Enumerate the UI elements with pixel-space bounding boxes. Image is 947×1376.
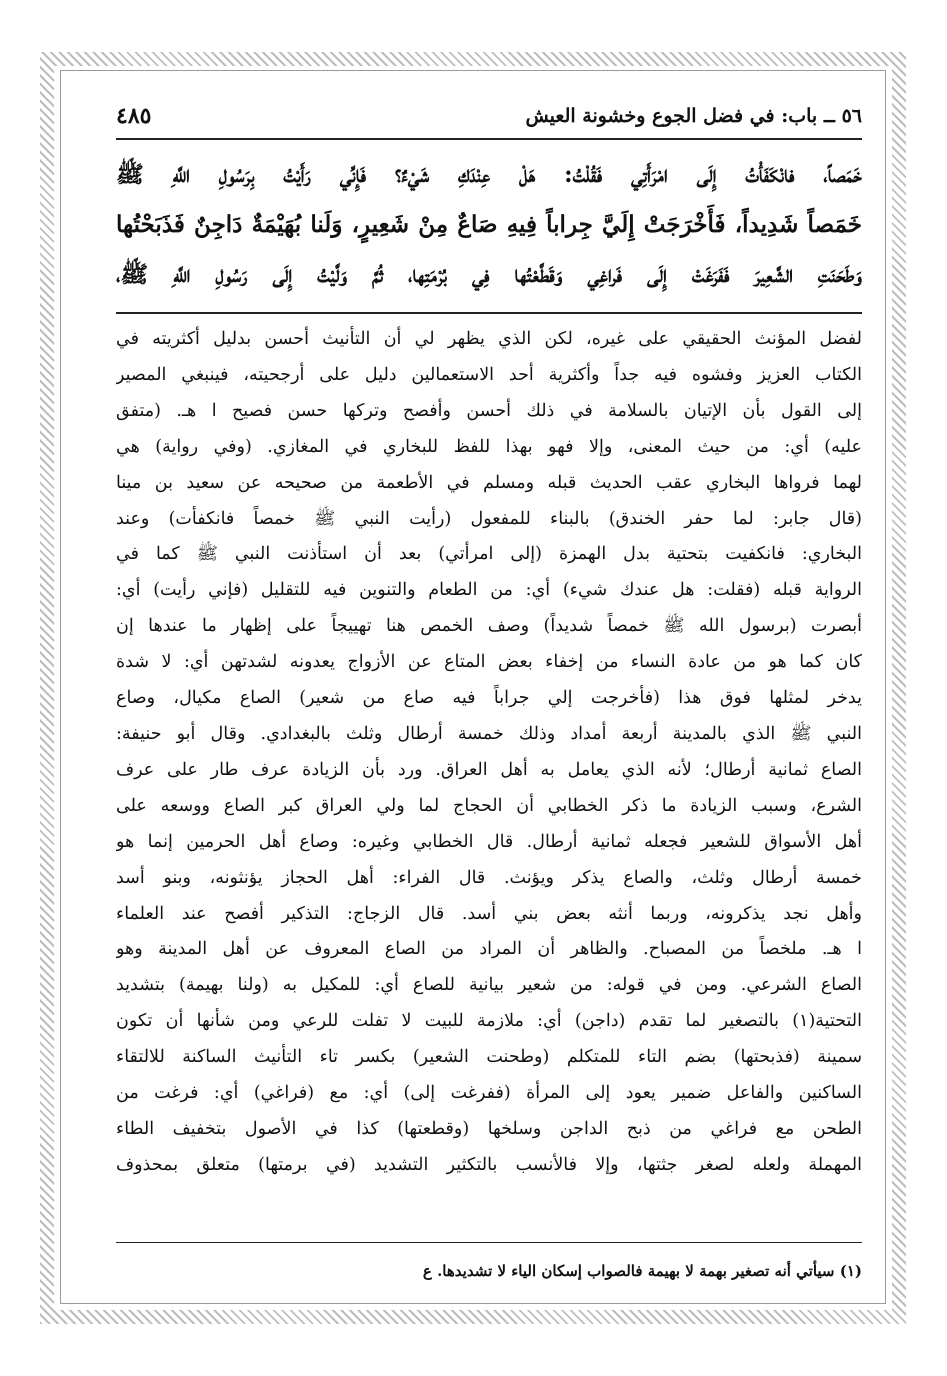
- hadith-line: خَمَصاً شَدِيداً، فَأَخْرَجَتْ إِلَيَّ جِراباً فِيهِ صَاعٌ مِنْ شَعِيرٍ، وَلَنا بُهَيْمَةٌ دَاجِنٌ فَذَبَحْتُها: [116, 211, 862, 238]
- commentary-line: أهل الأسواق للشعير فجعله ثمانية أرطال. قال الخطابي وغيره: وصاع أهل الحرمين إنما هو: [116, 831, 862, 852]
- commentary-line: البخاري: فانكفيت بتحتية بدل الهمزة (إلى امرأتي) بعد أن استأذنت النبي ﷺ كما في: [116, 544, 862, 565]
- commentary-line: الصاع ثمانية أرطال؛ لأنه الذي يعامل به أهل العراق. ورد بأن الزيادة عرف طار على عرف: [116, 759, 862, 780]
- commentary-line: ا هـ. ملخصاً من المصباح. والظاهر أن المراد من الصاع المعروف عن أهل المدينة وهو: [116, 939, 862, 960]
- commentary-line: الرواية قبله (فقلت: هل عندك شيء) أي: من الطعام والتنوين فيه للتقليل (فإني رأيت) أي:: [116, 580, 862, 601]
- commentary-line: الساكنين والفاعل ضمير يعود إلى المرأة (ففرغت إلى) أي: مع (فراغي) أي: فرغت من: [116, 1083, 862, 1104]
- commentary-line: الشرع، وسبب الزيادة ما ذكر الخطابي أن الحجاج لما ولي العراق كبر الصاع ووسعه على: [116, 795, 862, 816]
- commentary-line: لفضل المؤنث الحقيقي على غيره، لكن الذي يظهر لي أن التأنيث أحسن بدليل أكثريته في: [116, 329, 862, 349]
- page-header: [116, 96, 862, 136]
- commentary-line: النبي ﷺ الذي بالمدينة أربعة أمداد وذلك خمسة أرطال وثلث بالبغدادي. وقال أبو حنيفة:: [116, 723, 862, 744]
- commentary-line: عليه) أي: من حيث المعنى، وإلا فهو بهذا للفظ للبخاري في المغازي. (وفي رواية) هي: [116, 436, 862, 457]
- commentary-line: سمينة (فذبحتها) بضم التاء للمتكلم (وطحنت الشعير) بكسر تاء التأنيث الساكنة للالتقاء: [116, 1047, 862, 1068]
- commentary-line: لهما فرواها البخاري عقب الحديث قبله ومسلم في الأطعمة من صحيحه عن سعيد بن مينا: [116, 472, 862, 493]
- commentary-line: وأهل نجد يذكرونه، وربما أنثه بعض بني أسد. قال الزجاج: التذكير أفصح عند العلماء: [116, 903, 862, 924]
- hadith-text: [116, 150, 862, 300]
- commentary-line: (قال جابر: لما حفر الخندق) بالبناء للمفعول (رأيت النبي ﷺ خمصاً فانكفأت) وعند: [116, 508, 862, 529]
- commentary-line: إلى القول بأن الإتيان بالسلامة في ذلك أحسن وأفصح وتركها حسن فصيح ا هـ. (متفق: [116, 400, 862, 421]
- footnote-rule: [116, 1242, 862, 1243]
- commentary-line: خمسة أرطال وثلث، والصاع يذكر ويؤنث. قال الفراء: أهل الحجاز يؤنثونه، وبنو أسد: [116, 867, 862, 888]
- footnote: (١) سيأتي أنه تصغير بهمة لا بهيمة فالصواب إسكان الياء لا تشديدها. ع: [422, 1262, 862, 1280]
- hadith-line: خَمَصاً، فانْكَفَأْتُ إِلَى امْرَأَتِي فَقُلْتُ: هَلْ عِنْدَكِ شَيْءٌ؟ فَإِنِّي رَأَيْتُ بِرَسُولِ اللَّهِ ﷺ: [116, 161, 862, 188]
- page-number: ٤٨٥: [116, 103, 152, 129]
- commentary-line: الصاع الشرعي. ومن في قوله: من شعير بيانية للصاع أي: للمكيل به (ولنا بهيمة) بتشديد: [116, 975, 862, 996]
- commentary-line: الطحن مع فراغي من ذبح الداجن وسلخها (وقطعتها) كذا في الأصول بتخفيف الطاء: [116, 1118, 862, 1139]
- hadith-line: وَطَحَنَتِ الشَّعِيرَ فَفَرَغَتْ إِلَى فَراغِي وَقَطَّعْتُها فِي بُرْمَتِها، ثُمَّ وَلَّيْتُ إِلَى رَسُولِ اللَّهِ ﷺ،: [116, 261, 862, 288]
- commentary-line: كان كما هو من عادة النساء من إخفاء بعض المتاع عن الأزواج يعدونه لشدتهن أي: لا شدة: [116, 652, 862, 673]
- section-rule: [116, 312, 862, 314]
- header-rule: [116, 138, 862, 140]
- commentary-line: أبصرت (برسول الله ﷺ خمصاً شديداً) وصف الخمص هنا تهييجاً على إظهار ما عندها إن: [116, 616, 862, 637]
- commentary-text: [116, 322, 862, 1184]
- commentary-line: التحتية(١) بالتصغير لما تقدم (داجن) أي: ملازمة للبيت لا تفلت للرعي ومن شأنها أن تكون: [116, 1011, 862, 1032]
- commentary-line: المهملة ولعله لصغر جثتها، وإلا فالأنسب بالتكثير التشديد (في برمتها) متعلق بمحذوف: [116, 1154, 862, 1175]
- commentary-line: يدخر لمثلها فوق هذا (فأخرجت إلي جراباً فيه صاع من شعير) الصاع مكيال، وصاع: [116, 688, 862, 709]
- running-head: ٥٦ ــ باب: في فضل الجوع وخشونة العيش: [525, 105, 862, 127]
- commentary-line: الكتاب العزيز وفشوه فيه جداً وأكثرية أحد الاستعمالين دليل على أرجحيته، فينبغي المصير: [116, 364, 862, 385]
